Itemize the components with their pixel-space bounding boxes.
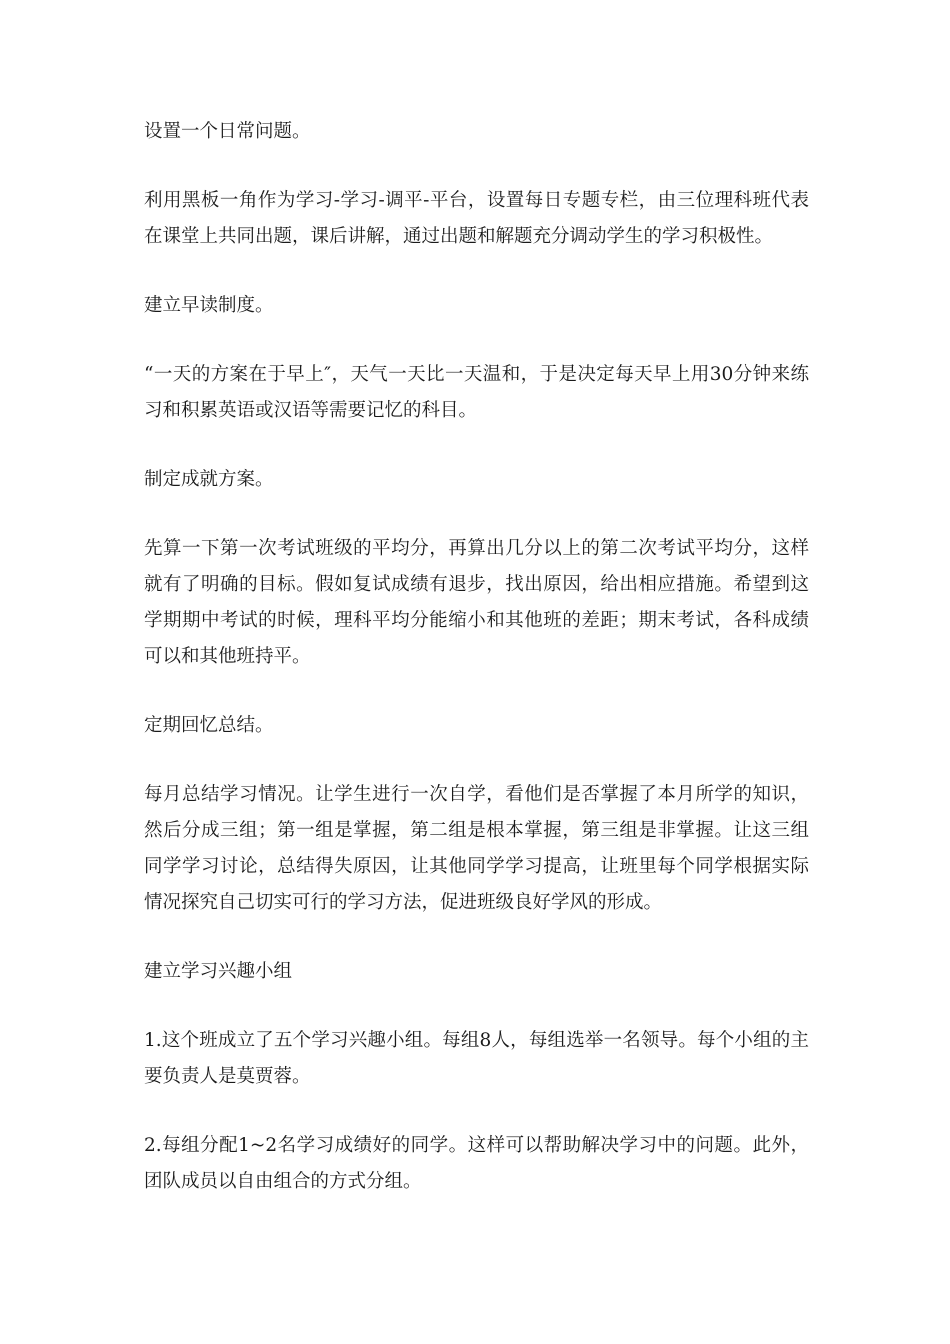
paragraph-periodic-review: 每月总结学习情况。让学生进行一次自学，看他们是否掌握了本月所学的知识，然后分成三组；第一组是掌握，第二组是根本掌握，第三组是非掌握。让这三组同学学习讨论，总结得失原因，让其他同学学习提高，让班里每个同学根据实际情况探究自己切实可行的学习方法，促进班级良好学风的形成。	[144, 784, 809, 913]
section-heading-daily-question: 设置一个日常问题。	[144, 121, 311, 142]
section-heading-periodic-review: 定期回忆总结。	[144, 715, 274, 736]
section-heading-morning-reading: 建立早读制度。	[144, 295, 274, 316]
document-body	[144, 114, 809, 1233]
paragraph-achievement-plan: 先算一下第一次考试班级的平均分，再算出几分以上的第二次考试平均分，这样就有了明确的目标。假如复试成绩有退步，找出原因，给出相应措施。希望到这学期期中考试的时候，理科平均分能缩小和其他班的差距；期末考试，各科成绩可以和其他班持平。	[144, 538, 809, 667]
paragraph-interest-groups-2: 2.每组分配1~2名学习成绩好的同学。这样可以帮助解决学习中的问题。此外，团队成员以自由组合的方式分组。	[144, 1135, 809, 1192]
section-heading-achievement-plan: 制定成就方案。	[144, 469, 274, 490]
section-heading-interest-groups: 建立学习兴趣小组	[144, 961, 293, 982]
paragraph-daily-question: 利用黑板一角作为学习-学习-调平-平台，设置每日专题专栏，由三位理科班代表在课堂上共同出题，课后讲解，通过出题和解题充分调动学生的学习积极性。	[144, 190, 809, 247]
paragraph-morning-reading: “一天的方案在于早上″，天气一天比一天温和，于是决定每天早上用30分钟来练习和积累英语或汉语等需要记忆的科目。	[144, 364, 809, 421]
paragraph-interest-groups-1: 1.这个班成立了五个学习兴趣小组。每组8人，每组选举一名领导。每个小组的主要负责人是莫贾蓉。	[144, 1030, 809, 1087]
